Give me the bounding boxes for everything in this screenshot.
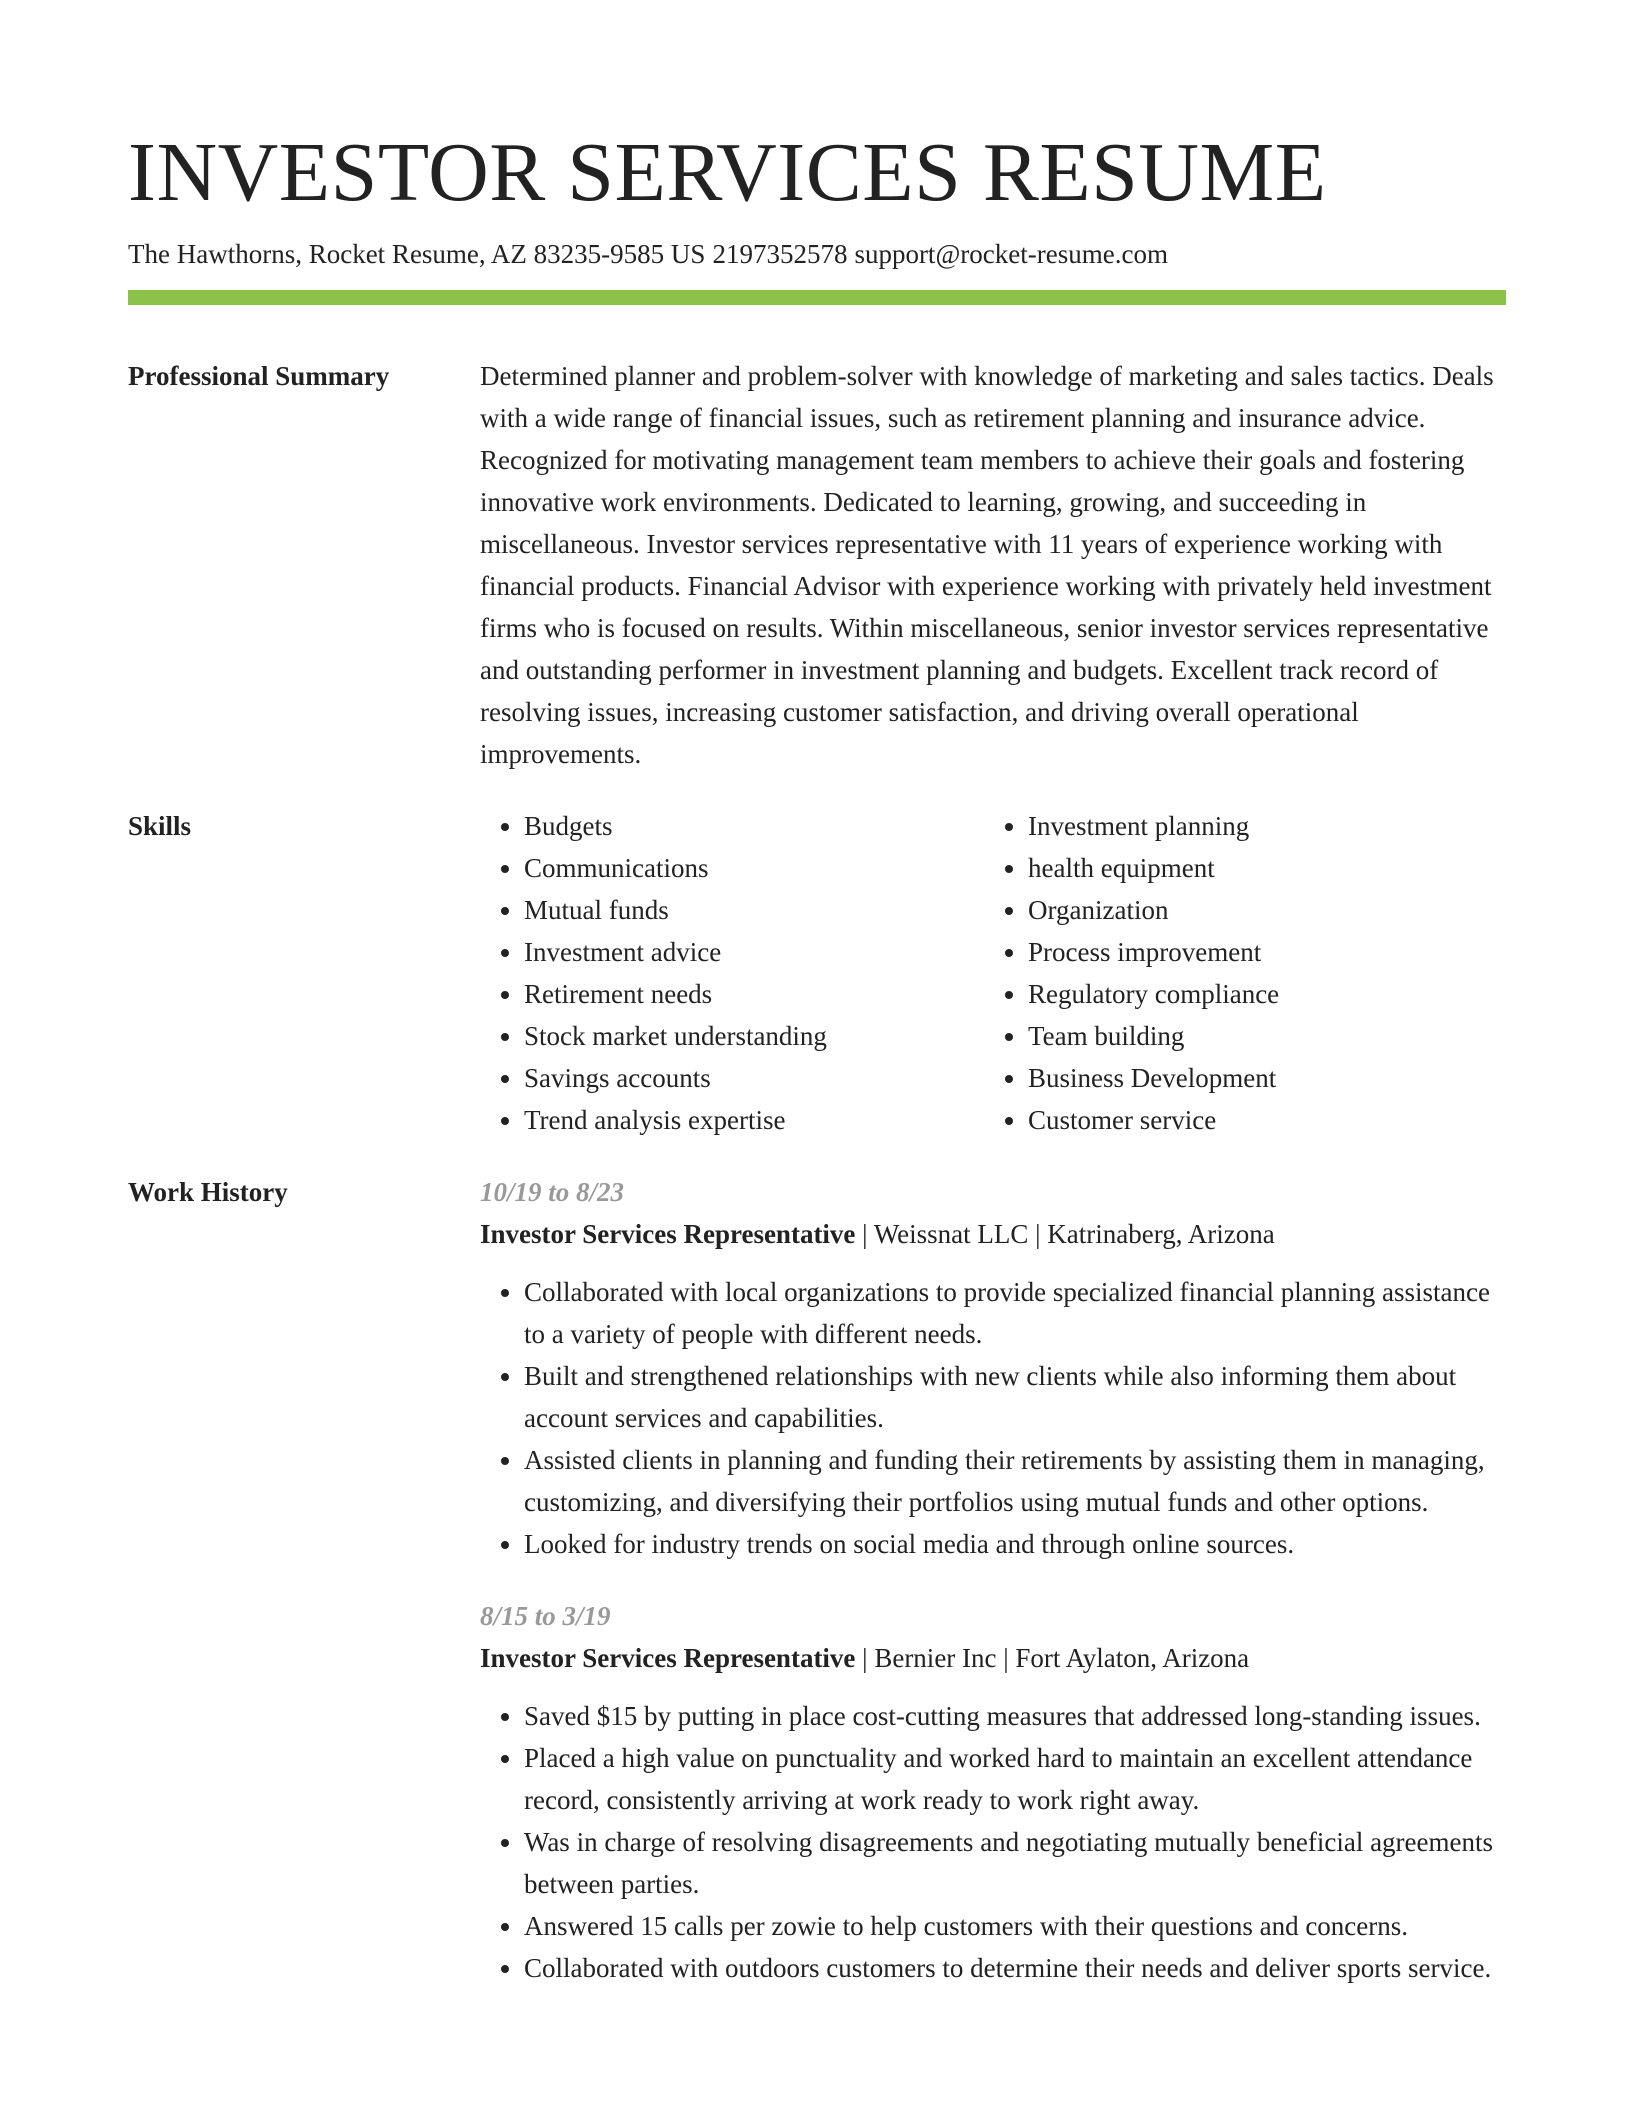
header-divider: [128, 290, 1506, 305]
skill-item: • Budgets: [524, 805, 984, 847]
job-bullet: • Answered 15 calls per zowie to help customers with their questions and concerns.: [524, 1905, 1506, 1947]
skill-item: • Team building: [1028, 1015, 1508, 1057]
job-dates: 10/19 to 8/23: [480, 1177, 625, 1207]
contact-email: support@rocket-resume.com: [854, 239, 1168, 269]
skills-list-right: [984, 805, 1508, 1141]
job-entry: [480, 1171, 1506, 1565]
work-history-body: [480, 1171, 1506, 2019]
skills-body: [480, 805, 1508, 1141]
skill-item: • Customer service: [1028, 1099, 1508, 1141]
job-heading: [480, 1213, 1506, 1255]
skill-item: • Stock market understanding: [524, 1015, 984, 1057]
job-bullet: • Was in charge of resolving disagreements and negotiating mutually beneficial agreements between parties.: [524, 1821, 1506, 1905]
job-bullet: • Assisted clients in planning and funding their retirements by assisting them in managing, customizing, and diversifying their portfolios using mutual funds and other options.: [524, 1439, 1506, 1523]
job-dates: 8/15 to 3/19: [480, 1601, 611, 1631]
job-details: | Weissnat LLC | Katrinaberg, Arizona: [855, 1219, 1275, 1249]
skill-item: • health equipment: [1028, 847, 1508, 889]
work-history-label: Work History: [128, 1177, 288, 1207]
skill-item: • Communications: [524, 847, 984, 889]
contact-phone: 2197352578: [712, 239, 848, 269]
job-title: Investor Services Representative: [480, 1643, 856, 1673]
job-bullet: • Saved $15 by putting in place cost-cutting measures that addressed long-standing issues.: [524, 1695, 1506, 1737]
summary-section: [128, 355, 1506, 775]
job-bullet: • Collaborated with outdoors customers to determine their needs and deliver sports service.: [524, 1947, 1506, 1989]
skills-list-left: [480, 805, 984, 1141]
skill-item: • Process improvement: [1028, 931, 1508, 973]
resume-title: INVESTOR SERVICES RESUME: [128, 126, 1327, 219]
job-bullet: • Collaborated with local organizations to provide specialized financial planning assistance to a variety of people with different needs.: [524, 1271, 1506, 1355]
skill-item: • Investment advice: [524, 931, 984, 973]
job-details: | Bernier Inc | Fort Aylaton, Arizona: [855, 1643, 1250, 1673]
skills-label: Skills: [128, 811, 192, 841]
skill-item: • Trend analysis expertise: [524, 1099, 984, 1141]
skills-section: [128, 805, 1506, 1141]
skill-item: • Retirement needs: [524, 973, 984, 1015]
summary-text: Determined planner and problem-solver with knowledge of marketing and sales tactics. Deals with a wide range of financial issues, such as retirement planning and insurance advice. Recognized for motivating management team members to achieve their goals and fostering innovative work environments. Dedicated to learning, growing, and succeeding in miscellaneous. Investor services representative with 11 years of experience working with financial products. Financial Advisor with experience working with privately held investment firms who is focused on results. Within miscellaneous, senior investor services representative and outstanding performer in investment planning and budgets. Excellent track record of resolving issues, increasing customer satisfaction, and driving overall operational improvements.: [480, 361, 1494, 769]
skill-item: • Business Development: [1028, 1057, 1508, 1099]
contact-address: The Hawthorns, Rocket Resume, AZ 83235-9585 US: [128, 239, 706, 269]
job-bullets: [480, 1271, 1506, 1565]
job-bullets: [480, 1695, 1506, 1989]
resume-page: [128, 118, 1506, 2019]
skill-item: • Organization: [1028, 889, 1508, 931]
job-entry: [480, 1595, 1506, 1989]
skill-item: • Savings accounts: [524, 1057, 984, 1099]
skill-item: • Regulatory compliance: [1028, 973, 1508, 1015]
job-heading: [480, 1637, 1506, 1679]
work-history-section: [128, 1171, 1506, 2019]
job-bullet: • Placed a high value on punctuality and worked hard to maintain an excellent attendance record, consistently arriving at work ready to work right away.: [524, 1737, 1506, 1821]
job-bullet: • Looked for industry trends on social media and through online sources.: [524, 1523, 1506, 1565]
summary-label: Professional Summary: [128, 361, 390, 391]
contact-line: [128, 236, 1506, 272]
skill-item: • Mutual funds: [524, 889, 984, 931]
skill-item: • Investment planning: [1028, 805, 1508, 847]
job-bullet: • Built and strengthened relationships with new clients while also informing them about account services and capabilities.: [524, 1355, 1506, 1439]
job-title: Investor Services Representative: [480, 1219, 856, 1249]
